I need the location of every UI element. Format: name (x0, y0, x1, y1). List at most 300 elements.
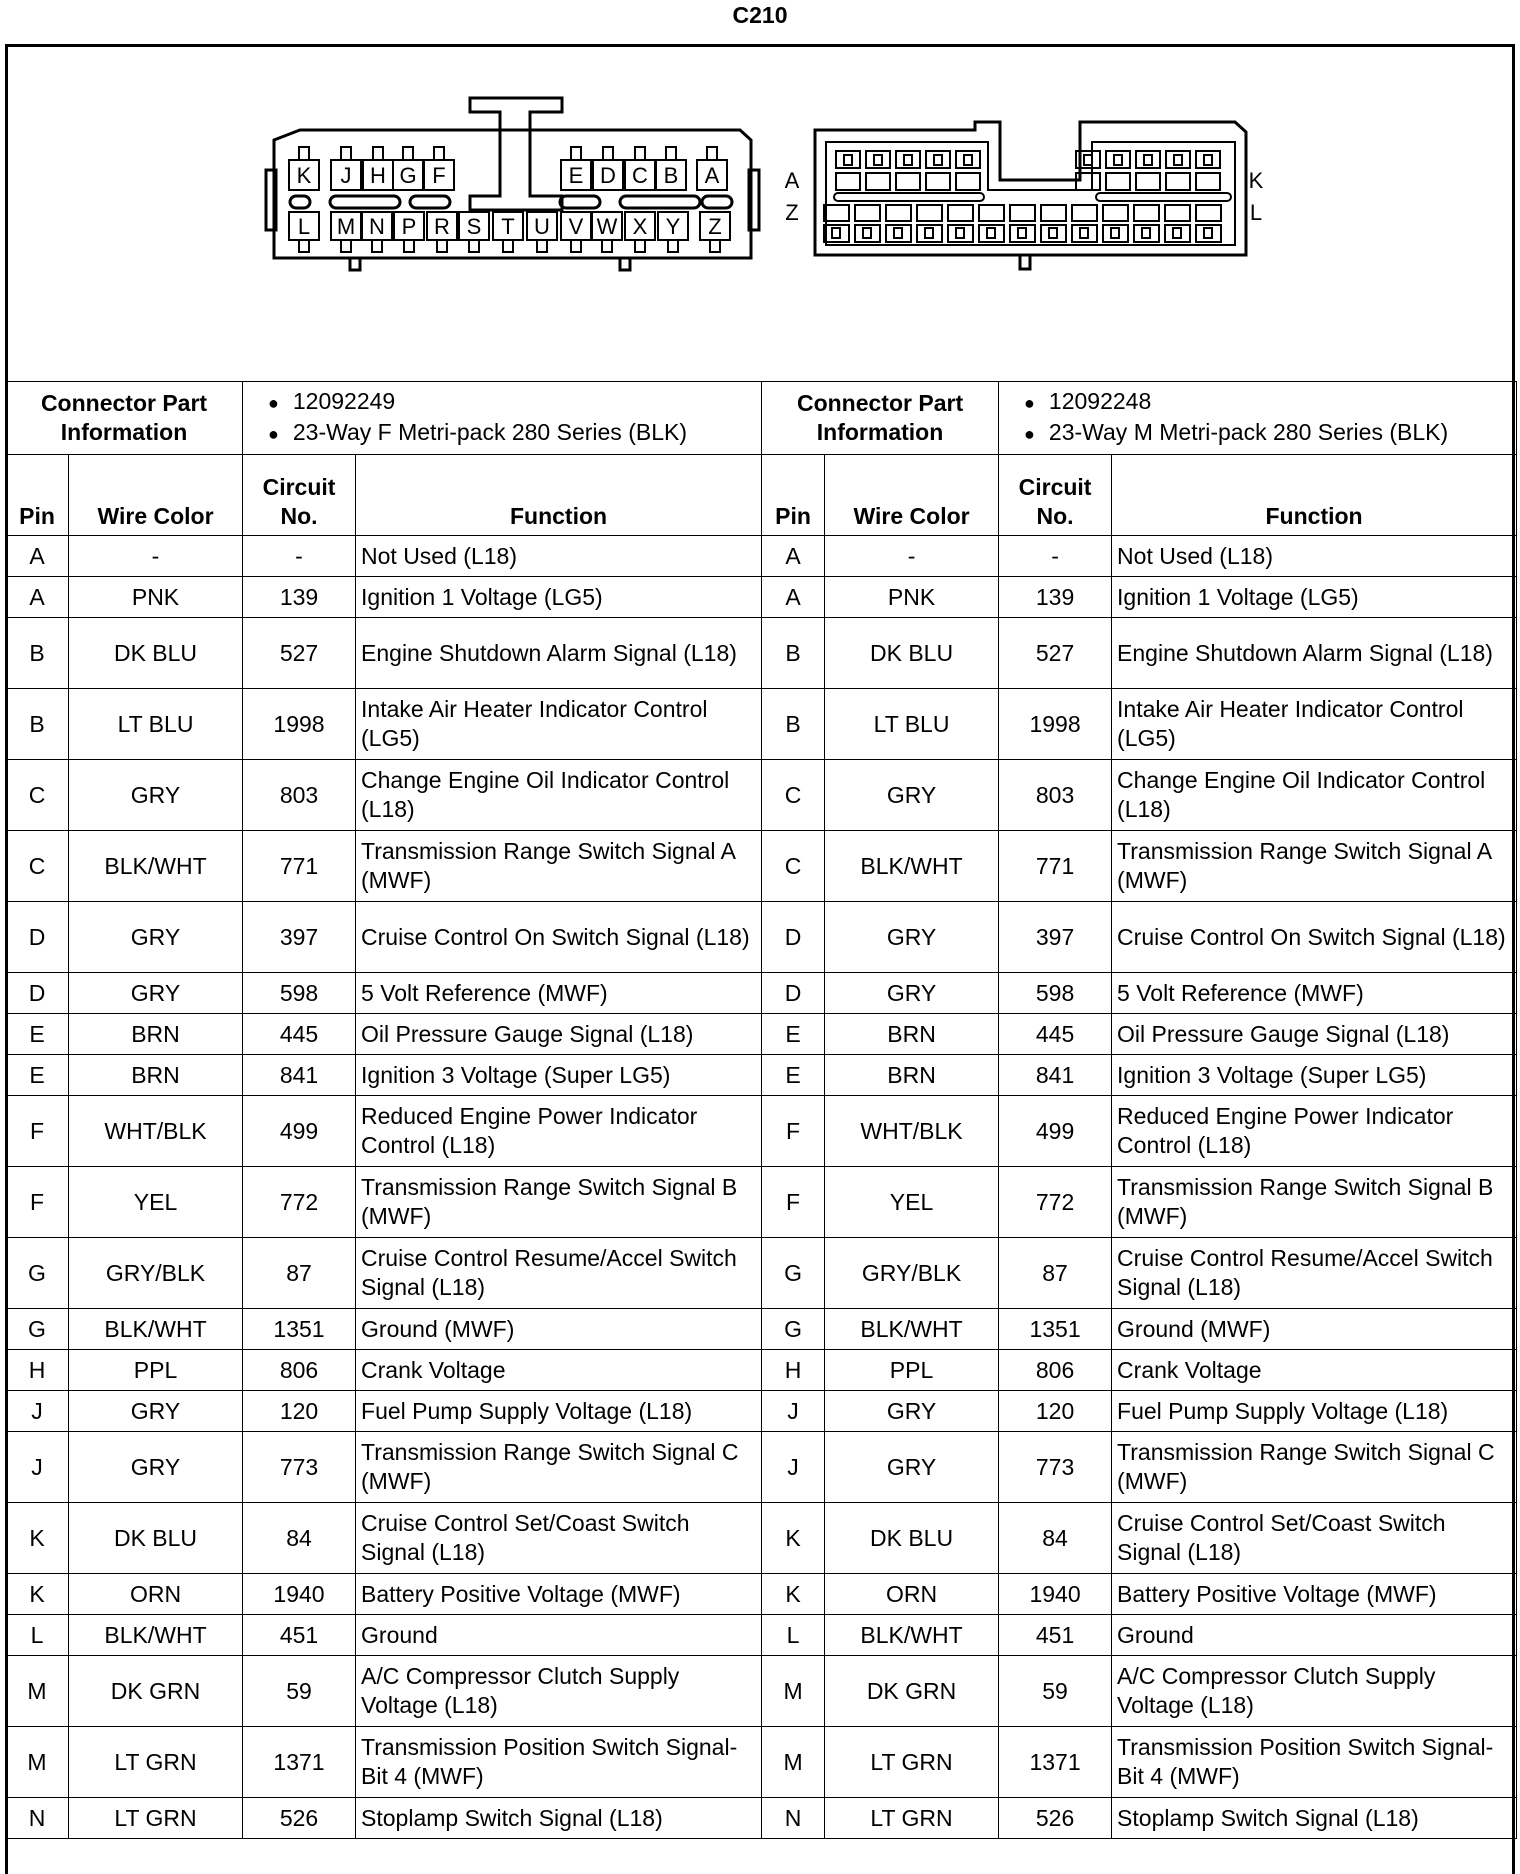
table-row (6, 689, 1517, 760)
wire-color-cell: LT GRN (825, 1727, 999, 1798)
pin-cell: J (762, 1391, 825, 1432)
circuit-cell: 451 (243, 1615, 356, 1656)
circuit-cell: 499 (243, 1096, 356, 1167)
wire-color-cell: GRY (69, 760, 243, 831)
function-cell: Reduced Engine Power Indicator Control (L18) (356, 1096, 762, 1167)
circuit-cell: 1998 (999, 689, 1112, 760)
terminal-icon (404, 240, 414, 252)
cavity (1166, 173, 1190, 190)
circuit-cell: 1998 (243, 689, 356, 760)
pin-cell: E (6, 1014, 69, 1055)
pin-cell: K (6, 1503, 69, 1574)
table-row (6, 902, 1517, 973)
terminal-icon (537, 240, 547, 252)
wire-color-cell: GRY (825, 902, 999, 973)
pin-cell: N (6, 1798, 69, 1839)
function-cell: Transmission Position Switch Signal-Bit 4 (MWF) (356, 1727, 762, 1798)
terminal-icon (925, 228, 933, 238)
wire-color-cell: PPL (825, 1350, 999, 1391)
table-row (6, 1391, 1517, 1432)
terminal-icon (372, 240, 382, 252)
circuit-cell: 139 (999, 577, 1112, 618)
pin-label: C (632, 163, 648, 188)
wire-color-cell: GRY (69, 1391, 243, 1432)
wire-color-cell: DK BLU (825, 618, 999, 689)
function-cell: Battery Positive Voltage (MWF) (356, 1574, 762, 1615)
pin-label: T (501, 214, 515, 239)
pin-cell: D (762, 902, 825, 973)
cavity (1136, 173, 1160, 190)
table-row (6, 1615, 1517, 1656)
terminal-icon (710, 240, 720, 252)
function-cell: Transmission Range Switch Signal A (MWF) (1112, 831, 1517, 902)
circuit-cell: 526 (243, 1798, 356, 1839)
cavity (956, 173, 980, 190)
terminal-icon (1144, 155, 1152, 165)
pin-label: W (596, 214, 618, 239)
female-connector-top-pins (289, 147, 727, 190)
pin-label: F (432, 163, 446, 188)
terminal-icon (571, 147, 581, 160)
circuit-cell: 598 (243, 973, 356, 1014)
pin-cell: D (6, 902, 69, 973)
pin-cell: B (762, 689, 825, 760)
pin-cell: L (762, 1615, 825, 1656)
circuit-cell: 773 (999, 1432, 1112, 1503)
table-row (6, 760, 1517, 831)
terminal-icon (1204, 228, 1212, 238)
function-cell: Ground (356, 1615, 762, 1656)
circuit-cell: 772 (999, 1167, 1112, 1238)
terminal-icon (373, 147, 383, 160)
terminal-icon (832, 228, 840, 238)
circuit-cell: 87 (999, 1238, 1112, 1309)
function-cell: Intake Air Heater Indicator Control (LG5) (356, 689, 762, 760)
circuit-cell: 1351 (243, 1309, 356, 1350)
right-description: ● 23-Way M Metri-pack 280 Series (BLK) (1004, 418, 1511, 449)
circuit-cell: 59 (243, 1656, 356, 1727)
pin-label: Y (665, 214, 681, 239)
header-wire-color: Wire Color (69, 455, 243, 536)
circuit-cell: - (243, 536, 356, 577)
cavity (1134, 205, 1159, 221)
function-cell: Transmission Range Switch Signal B (MWF) (356, 1167, 762, 1238)
wire-color-cell: WHT/BLK (825, 1096, 999, 1167)
header-circuit: Circuit No. (999, 455, 1112, 536)
circuit-cell: 139 (243, 577, 356, 618)
wire-color-cell: DK GRN (825, 1656, 999, 1727)
function-cell: 5 Volt Reference (MWF) (1112, 973, 1517, 1014)
table-row (6, 831, 1517, 902)
terminal-icon (603, 147, 613, 160)
cavity (1010, 205, 1035, 221)
function-cell: Ground (1112, 1615, 1517, 1656)
circuit-cell: 445 (243, 1014, 356, 1055)
table-row (6, 1096, 1517, 1167)
wire-color-cell: YEL (69, 1167, 243, 1238)
terminal-icon (635, 147, 645, 160)
pin-cell: F (6, 1096, 69, 1167)
pin-cell: M (762, 1727, 825, 1798)
pin-label: P (401, 214, 417, 239)
pin-cell: B (6, 618, 69, 689)
function-cell: Cruise Control On Switch Signal (L18) (356, 902, 762, 973)
terminal-icon (987, 228, 995, 238)
terminal-icon (299, 240, 309, 252)
pin-label: H (370, 163, 386, 188)
function-cell: Intake Air Heater Indicator Control (LG5) (1112, 689, 1517, 760)
wire-color-cell: LT GRN (69, 1727, 243, 1798)
terminal-icon (863, 228, 871, 238)
circuit-cell: 773 (243, 1432, 356, 1503)
function-cell: Stoplamp Switch Signal (L18) (356, 1798, 762, 1839)
male-label-k: K (1248, 168, 1264, 193)
terminal-icon (874, 155, 882, 165)
function-cell: Crank Voltage (1112, 1350, 1517, 1391)
table-row (6, 973, 1517, 1014)
circuit-cell: 499 (999, 1096, 1112, 1167)
right-part-number: ● 12092248 (1004, 387, 1511, 418)
function-cell: Stoplamp Switch Signal (L18) (1112, 1798, 1517, 1839)
table-row (6, 1798, 1517, 1839)
terminal-icon (844, 155, 852, 165)
pin-cell: A (6, 577, 69, 618)
function-cell: A/C Compressor Clutch Supply Voltage (L18) (356, 1656, 762, 1727)
pin-label: D (600, 163, 616, 188)
cavity (1165, 205, 1190, 221)
table-row (6, 1432, 1517, 1503)
pin-label: J (340, 163, 352, 188)
terminal-icon (1049, 228, 1057, 238)
function-cell: Transmission Range Switch Signal B (MWF) (1112, 1167, 1517, 1238)
function-cell: Oil Pressure Gauge Signal (L18) (1112, 1014, 1517, 1055)
circuit-cell: 84 (999, 1503, 1112, 1574)
pin-label: K (296, 163, 312, 188)
function-cell: Ignition 1 Voltage (LG5) (356, 577, 762, 618)
function-cell: A/C Compressor Clutch Supply Voltage (L18) (1112, 1656, 1517, 1727)
left-part-number: ● 12092249 (248, 387, 756, 418)
cavity (824, 205, 849, 221)
pin-cell: F (762, 1096, 825, 1167)
wire-color-cell: BLK/WHT (825, 831, 999, 902)
function-cell: Cruise Control Resume/Accel Switch Signal (L18) (356, 1238, 762, 1309)
table-row (6, 577, 1517, 618)
wire-color-cell: WHT/BLK (69, 1096, 243, 1167)
pin-cell: G (6, 1238, 69, 1309)
header-row (6, 455, 1517, 536)
pin-cell: C (6, 831, 69, 902)
pin-cell: E (762, 1055, 825, 1096)
wire-color-cell: - (69, 536, 243, 577)
circuit-cell: 598 (999, 973, 1112, 1014)
pin-label: V (568, 214, 584, 239)
pin-cell: G (762, 1238, 825, 1309)
connector-title: C210 (732, 2, 788, 28)
male-label-l: L (1249, 200, 1263, 225)
circuit-cell: 803 (999, 760, 1112, 831)
circuit-cell: 771 (243, 831, 356, 902)
terminal-icon (1018, 228, 1026, 238)
cavity (917, 205, 942, 221)
female-connector-bottom-pins (289, 212, 730, 252)
pin-cell: C (762, 831, 825, 902)
wire-color-cell: BRN (825, 1014, 999, 1055)
pin-cell: N (762, 1798, 825, 1839)
function-cell: Fuel Pump Supply Voltage (L18) (1112, 1391, 1517, 1432)
male-label-z: Z (785, 200, 799, 225)
pin-cell: C (6, 760, 69, 831)
circuit-cell: 1371 (999, 1727, 1112, 1798)
header-pin: Pin (762, 455, 825, 536)
cavity (979, 205, 1004, 221)
circuit-cell: 806 (999, 1350, 1112, 1391)
terminal-icon (668, 240, 678, 252)
table-row (6, 1014, 1517, 1055)
function-cell: Not Used (L18) (1112, 536, 1517, 577)
pin-cell: F (6, 1167, 69, 1238)
circuit-cell: 1940 (243, 1574, 356, 1615)
pin-cell: J (6, 1432, 69, 1503)
wire-color-cell: DK BLU (825, 1503, 999, 1574)
terminal-icon (602, 240, 612, 252)
circuit-cell: 841 (243, 1055, 356, 1096)
terminal-icon (341, 147, 351, 160)
function-cell: Engine Shutdown Alarm Signal (L18) (1112, 618, 1517, 689)
circuit-cell: 445 (999, 1014, 1112, 1055)
pin-cell: B (762, 618, 825, 689)
connector-info-label: Connector Part Information (6, 382, 243, 455)
wire-color-cell: ORN (69, 1574, 243, 1615)
pin-cell: G (6, 1309, 69, 1350)
pin-cell: A (6, 536, 69, 577)
cavity (1106, 173, 1130, 190)
pin-label: M (336, 214, 356, 239)
terminal-icon (956, 228, 964, 238)
wire-color-cell: GRY/BLK (825, 1238, 999, 1309)
terminal-icon (1084, 155, 1092, 165)
wire-color-cell: PNK (825, 577, 999, 618)
function-cell: Transmission Range Switch Signal C (MWF) (356, 1432, 762, 1503)
pin-cell: F (762, 1167, 825, 1238)
wire-color-cell: BLK/WHT (825, 1615, 999, 1656)
pin-cell: H (762, 1350, 825, 1391)
circuit-cell: 59 (999, 1656, 1112, 1727)
circuit-cell: 803 (243, 760, 356, 831)
terminal-icon (666, 147, 676, 160)
function-cell: Ignition 1 Voltage (LG5) (1112, 577, 1517, 618)
circuit-cell: 1351 (999, 1309, 1112, 1350)
wire-color-cell: GRY (825, 1432, 999, 1503)
function-cell: Reduced Engine Power Indicator Control (L18) (1112, 1096, 1517, 1167)
circuit-cell: - (999, 536, 1112, 577)
wire-color-cell: GRY (69, 902, 243, 973)
circuit-cell: 120 (243, 1391, 356, 1432)
terminal-icon (434, 147, 444, 160)
cavity (1072, 205, 1097, 221)
pin-label: A (704, 163, 720, 188)
cavity (1041, 205, 1066, 221)
circuit-cell: 1940 (999, 1574, 1112, 1615)
circuit-cell: 526 (999, 1798, 1112, 1839)
header-function: Function (1112, 455, 1517, 536)
function-cell: Fuel Pump Supply Voltage (L18) (356, 1391, 762, 1432)
table-row (6, 1656, 1517, 1727)
pin-cell: L (6, 1615, 69, 1656)
terminal-icon (635, 240, 645, 252)
header-circuit: Circuit No. (243, 455, 356, 536)
table-row (6, 1167, 1517, 1238)
wire-color-cell: BRN (825, 1055, 999, 1096)
terminal-icon (571, 240, 581, 252)
pin-cell: E (6, 1055, 69, 1096)
wire-color-cell: DK BLU (69, 1503, 243, 1574)
wire-color-cell: LT BLU (825, 689, 999, 760)
function-cell: Cruise Control Set/Coast Switch Signal (L18) (1112, 1503, 1517, 1574)
pin-cell: J (762, 1432, 825, 1503)
wire-color-cell: BRN (69, 1014, 243, 1055)
table-row (6, 1503, 1517, 1574)
terminal-icon (707, 147, 717, 160)
table-row (6, 1727, 1517, 1798)
circuit-cell: 527 (243, 618, 356, 689)
function-cell: Transmission Position Switch Signal-Bit 4 (MWF) (1112, 1727, 1517, 1798)
pin-label: N (369, 214, 385, 239)
pin-cell: C (762, 760, 825, 831)
cavity (855, 205, 880, 221)
cavity (1103, 205, 1128, 221)
table-row (6, 1055, 1517, 1096)
wire-color-cell: ORN (825, 1574, 999, 1615)
wire-color-cell: PPL (69, 1350, 243, 1391)
terminal-icon (934, 155, 942, 165)
wire-color-cell: GRY (69, 973, 243, 1014)
pin-cell: D (762, 973, 825, 1014)
function-cell: Crank Voltage (356, 1350, 762, 1391)
terminal-icon (341, 240, 351, 252)
wire-color-cell: YEL (825, 1167, 999, 1238)
circuit-cell: 451 (999, 1615, 1112, 1656)
function-cell: Cruise Control On Switch Signal (L18) (1112, 902, 1517, 973)
function-cell: Engine Shutdown Alarm Signal (L18) (356, 618, 762, 689)
terminal-icon (503, 240, 513, 252)
circuit-cell: 772 (243, 1167, 356, 1238)
pin-cell: H (6, 1350, 69, 1391)
function-cell: Change Engine Oil Indicator Control (L18) (356, 760, 762, 831)
wire-color-cell: LT BLU (69, 689, 243, 760)
circuit-cell: 806 (243, 1350, 356, 1391)
pin-cell: A (762, 577, 825, 618)
terminal-icon (964, 155, 972, 165)
table-row (6, 1574, 1517, 1615)
cavity (886, 205, 911, 221)
pin-label: S (466, 214, 482, 239)
wire-color-cell: GRY/BLK (69, 1238, 243, 1309)
wire-color-cell: BLK/WHT (825, 1309, 999, 1350)
terminal-icon (1204, 155, 1212, 165)
header-function: Function (356, 455, 762, 536)
function-cell: Not Used (L18) (356, 536, 762, 577)
wire-color-cell: DK BLU (69, 618, 243, 689)
cavity (1196, 205, 1221, 221)
pin-cell: K (762, 1574, 825, 1615)
wire-color-cell: GRY (825, 760, 999, 831)
wire-color-cell: PNK (69, 577, 243, 618)
connector-info-label: Connector Part Information (762, 382, 999, 455)
terminal-icon (1080, 228, 1088, 238)
table-row (6, 618, 1517, 689)
pin-cell: K (6, 1574, 69, 1615)
function-cell: 5 Volt Reference (MWF) (356, 973, 762, 1014)
function-cell: Cruise Control Set/Coast Switch Signal (L18) (356, 1503, 762, 1574)
cavity (866, 173, 890, 190)
terminal-icon (904, 155, 912, 165)
terminal-icon (403, 147, 413, 160)
pin-label: L (297, 214, 311, 239)
table-row (6, 536, 1517, 577)
pin-cell: G (762, 1309, 825, 1350)
left-description: ● 23-Way F Metri-pack 280 Series (BLK) (248, 418, 756, 449)
connector-info-row (6, 382, 1517, 455)
circuit-cell: 87 (243, 1238, 356, 1309)
function-cell: Cruise Control Resume/Accel Switch Signal (L18) (1112, 1238, 1517, 1309)
pin-cell: E (762, 1014, 825, 1055)
wire-color-cell: BLK/WHT (69, 1615, 243, 1656)
table-row (6, 1238, 1517, 1309)
pin-cell: A (762, 536, 825, 577)
function-cell: Battery Positive Voltage (MWF) (1112, 1574, 1517, 1615)
function-cell: Change Engine Oil Indicator Control (L18) (1112, 760, 1517, 831)
pin-cell: K (762, 1503, 825, 1574)
circuit-cell: 84 (243, 1503, 356, 1574)
function-cell: Transmission Range Switch Signal A (MWF) (356, 831, 762, 902)
pin-cell: J (6, 1391, 69, 1432)
pin-label: E (568, 163, 584, 188)
wire-color-cell: DK GRN (69, 1656, 243, 1727)
circuit-cell: 527 (999, 618, 1112, 689)
header-pin: Pin (6, 455, 69, 536)
function-cell: Ignition 3 Voltage (Super LG5) (1112, 1055, 1517, 1096)
pin-cell: M (762, 1656, 825, 1727)
cavity (948, 205, 973, 221)
male-connector-cavities (824, 151, 1221, 242)
function-cell: Ignition 3 Voltage (Super LG5) (356, 1055, 762, 1096)
wire-color-cell: BRN (69, 1055, 243, 1096)
cavity (836, 173, 860, 190)
terminal-icon (894, 228, 902, 238)
pinout-table (5, 381, 1517, 1839)
terminal-icon (469, 240, 479, 252)
terminal-icon (1174, 155, 1182, 165)
pin-label: G (399, 163, 417, 188)
function-cell: Oil Pressure Gauge Signal (L18) (356, 1014, 762, 1055)
terminal-icon (437, 240, 447, 252)
pin-cell: B (6, 689, 69, 760)
terminal-icon (1114, 155, 1122, 165)
terminal-icon (1111, 228, 1119, 238)
pin-cell: D (6, 973, 69, 1014)
cavity (926, 173, 950, 190)
terminal-icon (1173, 228, 1181, 238)
circuit-cell: 120 (999, 1391, 1112, 1432)
cavity (1196, 173, 1220, 190)
wire-color-cell: GRY (825, 1391, 999, 1432)
connector-diagram (0, 0, 1520, 300)
function-cell: Ground (MWF) (1112, 1309, 1517, 1350)
circuit-cell: 841 (999, 1055, 1112, 1096)
pin-label: X (632, 214, 648, 239)
male-connector-drawing (815, 122, 1246, 269)
pin-label: R (434, 214, 450, 239)
